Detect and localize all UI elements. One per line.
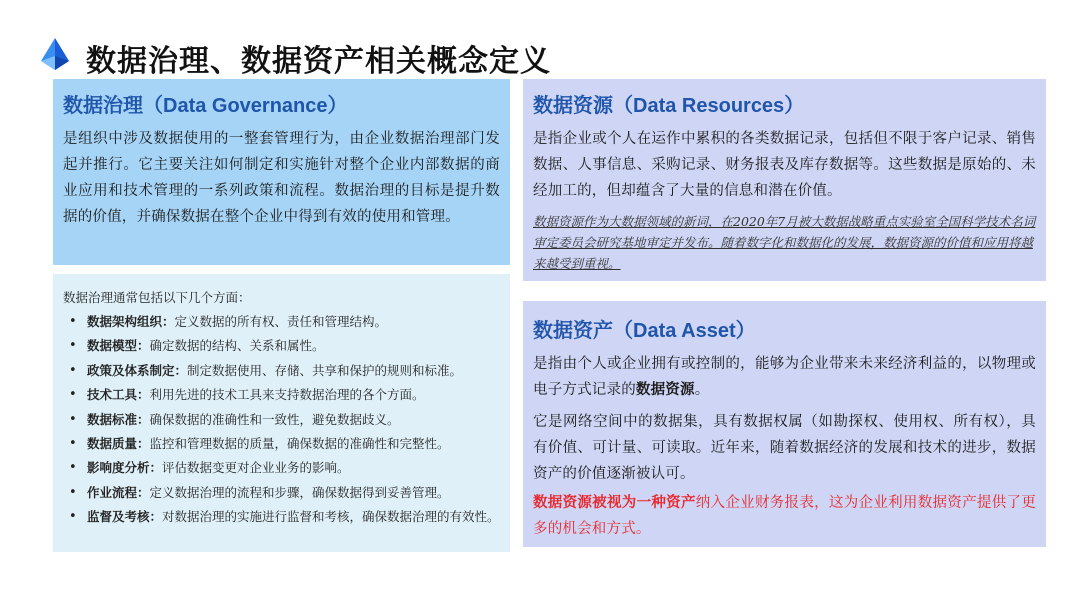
governance-heading bbox=[63, 90, 500, 121]
governance-panel bbox=[53, 79, 510, 265]
resources-heading-close: ） bbox=[784, 93, 805, 117]
asset-highlight-text: 纳入企业财务报表，这为企业利用数据资产提供了更多的机会和方式。 bbox=[533, 495, 1036, 537]
item-text: 监控和管理数据的质量，确保数据的准确性和完整性。 bbox=[149, 435, 450, 451]
item-key: 监督及考核： bbox=[87, 509, 163, 525]
asset-heading-en: Data Asset bbox=[633, 320, 736, 342]
item-text: 确保数据的准确性和一致性，避免数据歧义。 bbox=[149, 411, 400, 427]
item-key: 技术工具： bbox=[87, 387, 150, 403]
asset-highlight bbox=[533, 490, 1036, 542]
list-item bbox=[63, 434, 500, 453]
item-text: 定义数据的所有权、责任和管理结构。 bbox=[174, 314, 388, 329]
asset-heading-cn: 数据资产（ bbox=[533, 318, 633, 342]
item-key: 数据模型： bbox=[87, 338, 150, 354]
item-key: 数据标准： bbox=[87, 411, 150, 427]
item-key: 数据架构组织： bbox=[87, 314, 175, 329]
asset-body-1-end: 。 bbox=[694, 382, 710, 398]
item-text: 定义数据治理的流程和步骤，确保数据得到妥善管理。 bbox=[149, 484, 450, 500]
item-key: 作业流程： bbox=[87, 484, 150, 500]
list-item bbox=[63, 312, 500, 331]
asset-body-1-text: 是指由个人或企业拥有或控制的，能够为企业带来未来经济利益的，以物理或电子方式记录的 bbox=[533, 356, 1036, 398]
list-item bbox=[63, 336, 500, 355]
asset-body-2: 它是网络空间中的数据集，具有数据权属（如勘探权、使用权、所有权），具有价值、可计量、可读取。近年来，随着数据经济的发展和技术的进步，数据资产的价值逐渐被认可。 bbox=[533, 414, 1036, 482]
asset-heading bbox=[533, 315, 1036, 346]
list-item bbox=[63, 361, 500, 380]
resources-heading bbox=[533, 90, 1036, 121]
list-item bbox=[63, 507, 500, 526]
item-text: 利用先进的技术工具来支持数据治理的各个方面。 bbox=[149, 387, 425, 403]
list-item bbox=[63, 410, 500, 429]
governance-aspects-intro: 数据治理通常包括以下几个方面： bbox=[63, 290, 251, 305]
resources-body: 是指企业或个人在运作中累积的各类数据记录，包括但不限于客户记录、销售数据、人事信息、采购记录、财务报表及库存数据等。这些数据是原始的、未经加工的，但却蕴含了大量的信息和潜在价值。 bbox=[533, 131, 1036, 199]
asset-heading-close: ） bbox=[735, 318, 756, 342]
item-text: 对数据治理的实施进行监督和考核，确保数据治理的有效性。 bbox=[162, 509, 500, 525]
item-key: 影响度分析： bbox=[87, 460, 163, 476]
item-text: 确定数据的结构、关系和属性。 bbox=[149, 338, 325, 354]
resources-note: 数据资源作为大数据领域的新词，在2020年7月被大数据战略重点实验室全国科学技术名词审定委员会研究基地审定并发布。随着数字化和数据化的发展，数据资源的价值和应用将越来越受到重视。 bbox=[533, 214, 1036, 271]
item-text: 制定数据使用、存储、共享和保护的规则和标准。 bbox=[187, 362, 463, 378]
resources-heading-cn: 数据资源（ bbox=[533, 93, 633, 117]
page-title: 数据治理、数据资产相关概念定义 bbox=[86, 44, 551, 79]
resources-heading-en: Data Resources bbox=[633, 95, 785, 117]
governance-heading-close: ） bbox=[327, 93, 348, 117]
list-item bbox=[63, 458, 500, 477]
governance-aspects-list bbox=[63, 312, 500, 526]
item-key: 政策及体系制定： bbox=[87, 362, 188, 378]
item-text: 评估数据变更对企业业务的影响。 bbox=[162, 460, 350, 476]
blue-crystal-icon bbox=[40, 37, 70, 71]
asset-panel bbox=[523, 301, 1046, 547]
asset-highlight-bold: 数据资源被视为一种资产 bbox=[533, 495, 696, 511]
governance-body: 是组织中涉及数据使用的一整套管理行为，由企业数据治理部门发起并推行。它主要关注如何制定和实施针对整个企业内部数据的商业应用和技术管理的一系列政策和流程。数据治理的目标是提升数据的价值，并确保数据在整个企业中得到有效的使用和管理。 bbox=[63, 131, 500, 225]
item-key: 数据质量： bbox=[87, 435, 150, 451]
governance-heading-en: Data Governance bbox=[163, 95, 328, 117]
asset-body-1 bbox=[533, 351, 1036, 403]
asset-body-1-bold: 数据资源 bbox=[635, 382, 695, 398]
resources-panel bbox=[523, 79, 1046, 281]
list-item bbox=[63, 483, 500, 502]
list-item bbox=[63, 385, 500, 404]
governance-aspects-panel bbox=[53, 274, 510, 552]
governance-heading-cn: 数据治理（ bbox=[63, 93, 163, 117]
